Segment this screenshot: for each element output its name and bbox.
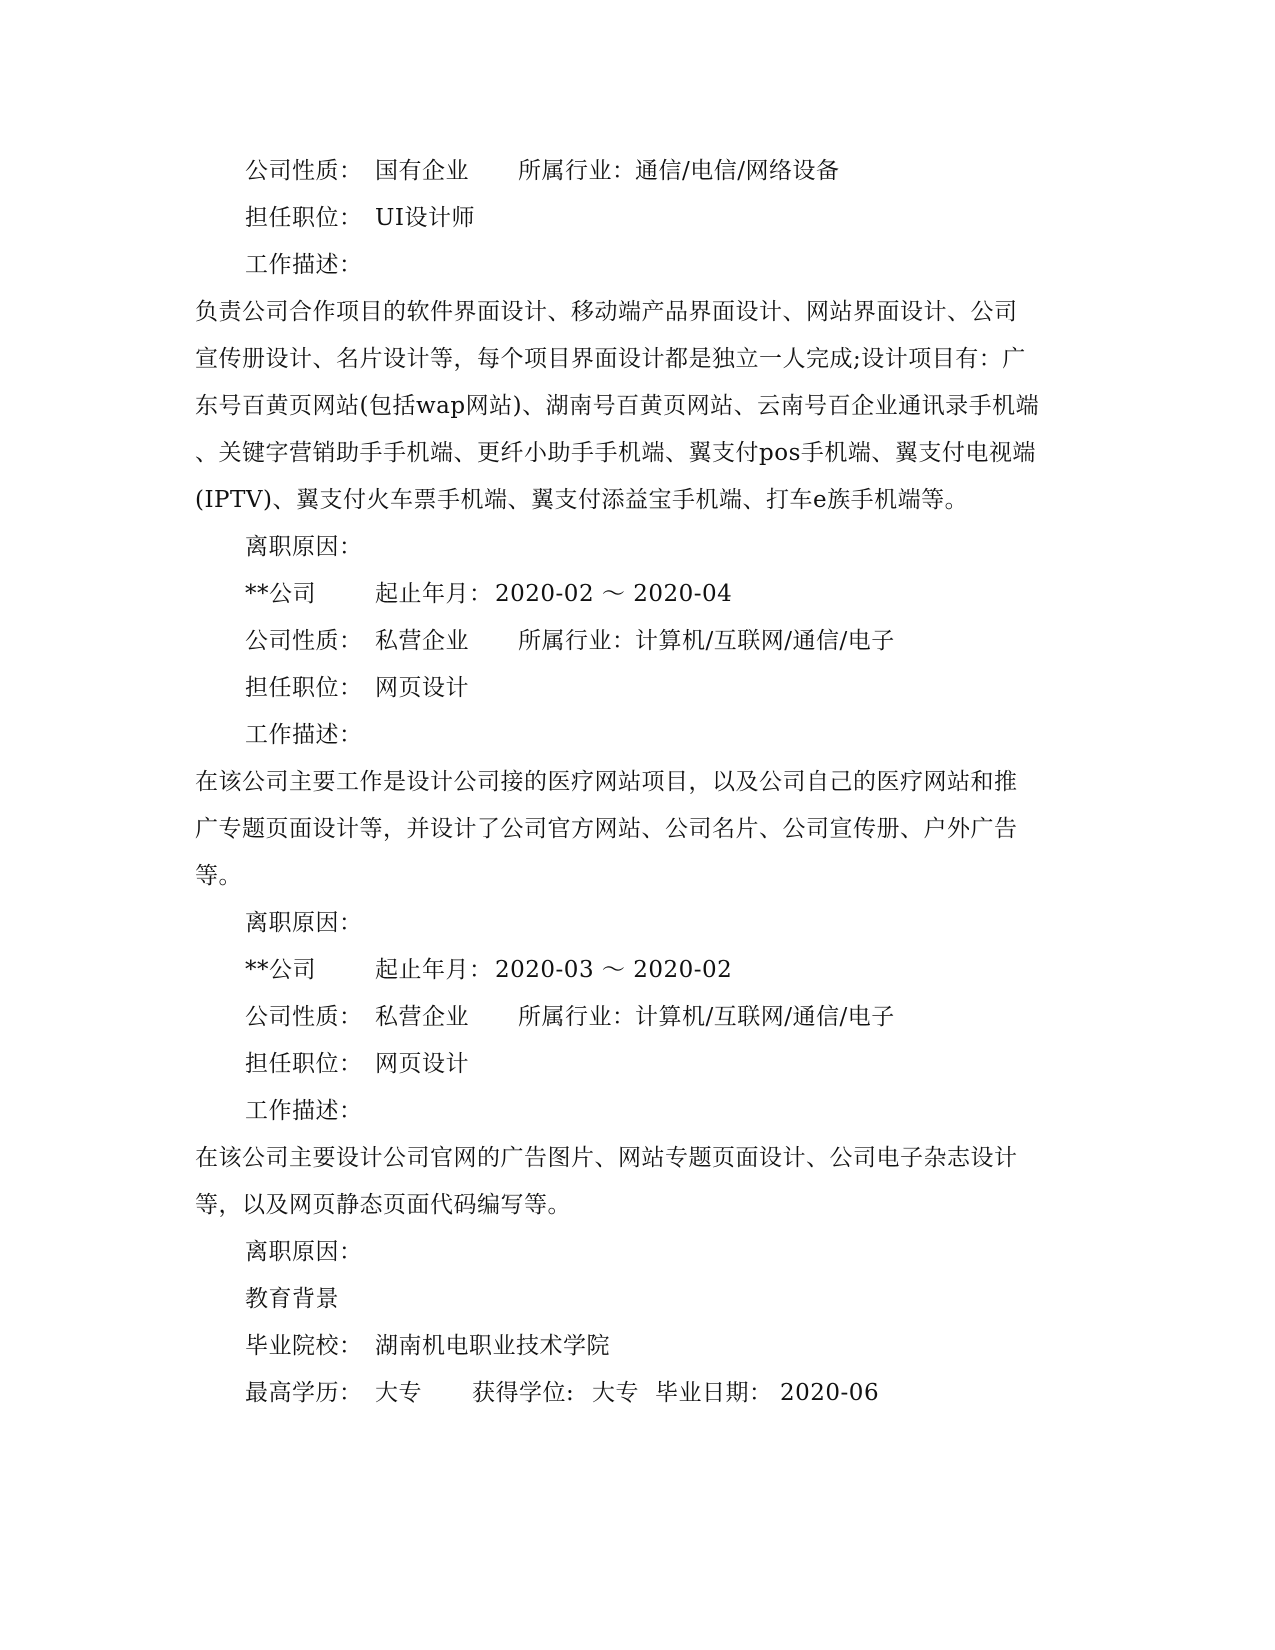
job3-desc-line: 等，以及网页静态页面代码编写等。 — [195, 1192, 571, 1218]
job2-desc-line: 在该公司主要工作是设计公司接的医疗网站项目，以及公司自己的医疗网站和推 — [195, 769, 1018, 795]
job1-position-value: UI设计师 — [375, 205, 475, 231]
job3-position-value: 网页设计 — [375, 1051, 469, 1077]
job1-desc-line: 、关键字营销助手手机端、更纤小助手手机端、翼支付pos手机端、翼支付电视端 — [195, 440, 1036, 466]
job2-leave-label: 离职原因： — [245, 910, 363, 936]
grad-date-label: 毕业日期： — [655, 1380, 773, 1406]
degree-value: 大专 — [375, 1380, 422, 1406]
job3-nature-label: 公司性质： — [245, 1004, 363, 1030]
award-label: 获得学位: — [472, 1380, 575, 1406]
job3-period-value: 2020-03 ～ 2020-02 — [495, 957, 733, 983]
job3-period-label: 起止年月： — [375, 957, 493, 983]
job3-company-name: **公司 — [245, 957, 316, 983]
grad-date-value: 2020-06 — [780, 1380, 880, 1406]
job1-leave-label: 离职原因： — [245, 534, 363, 560]
job3-desc-line: 在该公司主要设计公司官网的广告图片、网站专题页面设计、公司电子杂志设计 — [195, 1145, 1018, 1171]
job2-position-label: 担任职位： — [245, 675, 363, 701]
job1-desc-label: 工作描述： — [245, 252, 363, 278]
job1-desc-line: (IPTV)、翼支付火车票手机端、翼支付添益宝手机端、打车e族手机端等。 — [195, 487, 969, 513]
job3-leave-label: 离职原因： — [245, 1239, 363, 1265]
job2-position-value: 网页设计 — [375, 675, 469, 701]
job2-desc-line: 等。 — [195, 863, 242, 889]
job2-period-label: 起止年月： — [375, 581, 493, 607]
job3-industry-value: 计算机/互联网/通信/电子 — [635, 1004, 895, 1030]
job3-desc-label: 工作描述： — [245, 1098, 363, 1124]
job3-nature-value: 私营企业 — [375, 1004, 469, 1030]
job2-nature-value: 私营企业 — [375, 628, 469, 654]
job1-desc-line: 东号百黄页网站(包括wap网站)、湖南号百黄页网站、云南号百企业通讯录手机端 — [195, 393, 1040, 419]
job1-nature-label: 公司性质： — [245, 158, 363, 184]
job2-nature-label: 公司性质： — [245, 628, 363, 654]
school-value: 湖南机电职业技术学院 — [375, 1333, 610, 1359]
job2-desc-label: 工作描述： — [245, 722, 363, 748]
award-value: 大专 — [592, 1380, 639, 1406]
job3-position-label: 担任职位： — [245, 1051, 363, 1077]
degree-label: 最高学历： — [245, 1380, 363, 1406]
job2-industry-value: 计算机/互联网/通信/电子 — [635, 628, 895, 654]
job2-industry-label: 所属行业： — [518, 628, 636, 654]
job1-industry-value: 通信/电信/网络设备 — [635, 158, 840, 184]
school-label: 毕业院校： — [245, 1333, 363, 1359]
education-heading: 教育背景 — [245, 1286, 339, 1312]
job1-position-label: 担任职位： — [245, 205, 363, 231]
job1-desc-line: 宣传册设计、名片设计等，每个项目界面设计都是独立一人完成;设计项目有：广 — [195, 346, 1026, 372]
job2-period-value: 2020-02 ～ 2020-04 — [495, 581, 733, 607]
job2-company-name: **公司 — [245, 581, 316, 607]
job1-industry-label: 所属行业： — [518, 158, 636, 184]
job3-industry-label: 所属行业： — [518, 1004, 636, 1030]
job2-desc-line: 广专题页面设计等，并设计了公司官方网站、公司名片、公司宣传册、户外广告 — [195, 816, 1018, 842]
job1-nature-value: 国有企业 — [375, 158, 469, 184]
job1-desc-line: 负责公司合作项目的软件界面设计、移动端产品界面设计、网站界面设计、公司 — [195, 299, 1018, 325]
